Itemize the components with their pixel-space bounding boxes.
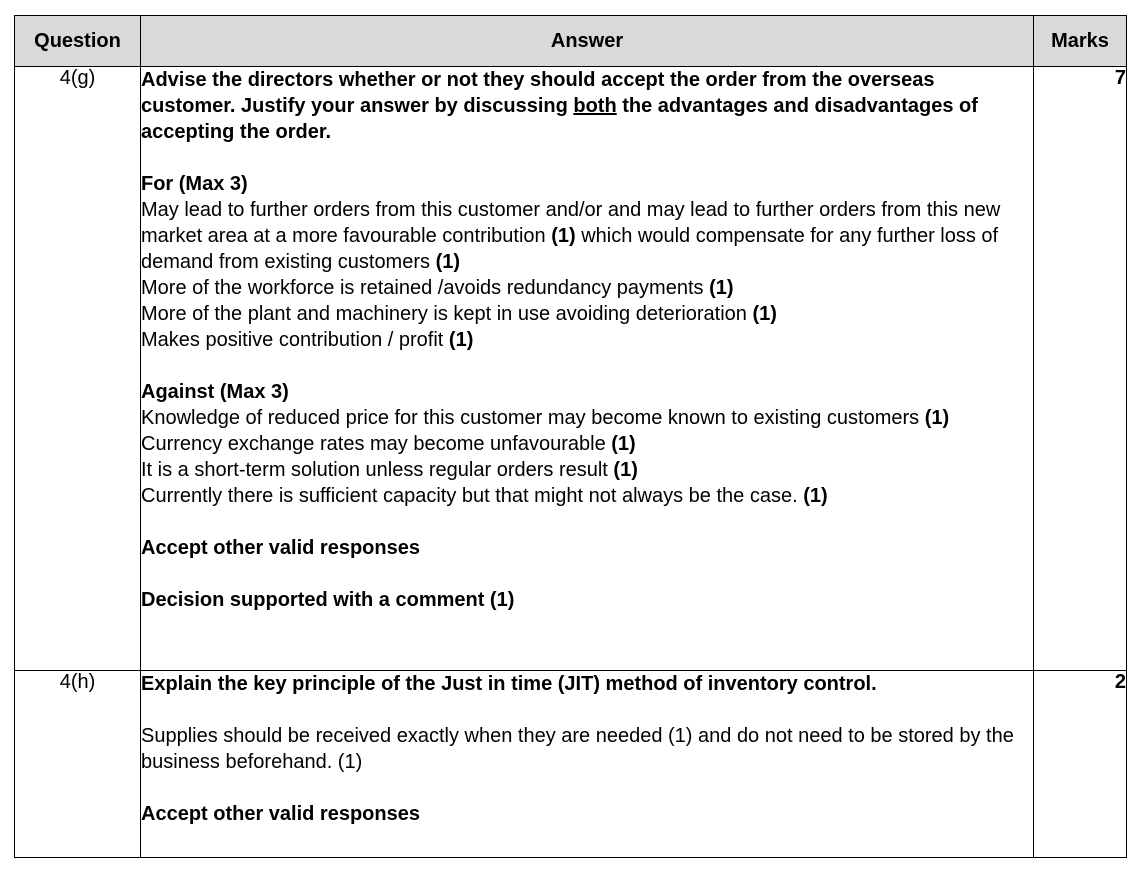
marks-4g: 7 [1034, 67, 1127, 671]
against-point-2-text: Currency exchange rates may become unfavourable [141, 433, 612, 455]
against-point-3 [141, 457, 1033, 483]
against-point-3-mark: (1) [613, 459, 638, 481]
answer-cell-4h [141, 671, 1034, 858]
against-point-3-text: It is a short-term solution unless regular orders result [141, 459, 614, 481]
for-point-1-mark: (1) [551, 225, 576, 247]
for-point-5-mark: (1) [448, 329, 474, 351]
accept-other-4h: Accept other valid responses [141, 803, 420, 825]
against-point-4-mark: (1) [803, 485, 828, 507]
for-point-2-mark: (1) [435, 251, 461, 273]
prompt-4g-part1: Advise the directors whether or not they should accept the order from the overseas customer. Justify your answer by discussing [141, 69, 935, 117]
against-point-1-text: Knowledge of reduced price for this customer may become known to existing customers [141, 407, 925, 429]
header-marks: Marks [1034, 16, 1127, 67]
prompt-4g-part2: the advantages and disadvantages of accepting the order. [141, 95, 978, 143]
header-answer: Answer [141, 16, 1034, 67]
decision-note: Decision supported with a comment (1) [141, 589, 515, 611]
for-point-4-mark: (1) [752, 303, 777, 325]
prompt-4g-emphasis: both [573, 95, 617, 117]
marks-4h: 2 [1034, 671, 1127, 858]
table-row-4g [15, 67, 1127, 671]
mark-scheme-table [14, 15, 1127, 858]
for-point-4-text: More of the plant and machinery is kept in use avoiding deterioration [141, 303, 753, 325]
answer-cell-4g [141, 67, 1034, 671]
against-point-1-mark: (1) [924, 407, 950, 429]
for-point-1-text: May lead to further orders from this customer and/or and may lead to further orders from this new market area at a more favourable contribution [141, 199, 1001, 247]
against-point-2 [141, 431, 1033, 457]
for-heading: For (Max 3) [141, 173, 248, 195]
header-question: Question [15, 16, 141, 67]
accept-other-4g: Accept other valid responses [141, 537, 420, 559]
against-point-4 [141, 483, 1033, 509]
against-point-1 [141, 405, 1033, 431]
for-point-5 [141, 327, 1033, 353]
for-point-3-mark: (1) [709, 277, 734, 299]
prompt-4h: Explain the key principle of the Just in time (JIT) method of inventory control. [141, 673, 877, 695]
answer-4h: Supplies should be received exactly when they are needed (1) and do not need to be stored by the business beforehand. (1) [141, 725, 1014, 773]
for-point-5-text: Makes positive contribution / profit [141, 329, 449, 351]
for-point-2-text: which would compensate for any further loss of demand from existing customers [141, 225, 999, 273]
prompt-4g [141, 67, 1033, 145]
for-point-1 [141, 197, 1033, 275]
question-number-4g: 4(g) [15, 67, 141, 671]
against-point-2-mark: (1) [611, 433, 636, 455]
header-row [15, 16, 1127, 67]
question-number-4h: 4(h) [15, 671, 141, 858]
table-row-4h [15, 671, 1127, 858]
against-heading: Against (Max 3) [141, 381, 289, 403]
for-point-3-text: More of the workforce is retained /avoids redundancy payments [141, 277, 710, 299]
for-point-4 [141, 301, 1033, 327]
against-point-4-text: Currently there is sufficient capacity but that might not always be the case. [141, 485, 804, 507]
for-point-3 [141, 275, 1033, 301]
